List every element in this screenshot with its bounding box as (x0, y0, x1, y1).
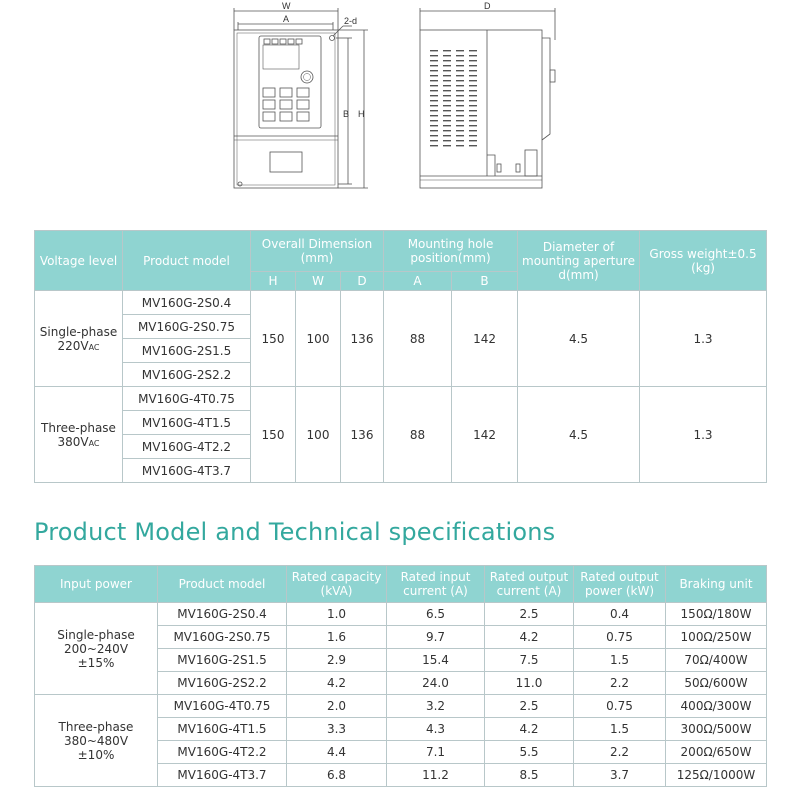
vent-slot (456, 95, 464, 96)
b-cell: 142 (452, 291, 518, 387)
weight-cell: 1.3 (640, 387, 767, 483)
output-current-cell: 8.5 (485, 764, 574, 787)
vent-slot (456, 105, 464, 106)
h-cell: 150 (251, 387, 296, 483)
input-line3: ±10% (77, 747, 115, 762)
output-current-cell: 11.0 (485, 672, 574, 695)
table-row (35, 695, 767, 718)
capacity-cell: 4.2 (287, 672, 387, 695)
vent-slot (443, 50, 451, 51)
voltage-value: 380V (57, 434, 89, 449)
model-cell: MV160G-4T2.2 (123, 435, 251, 459)
dim-w-label: W (282, 1, 291, 11)
vent-slot (430, 115, 438, 116)
output-current-cell: 2.5 (485, 603, 574, 626)
model-cell: MV160G-2S1.5 (123, 339, 251, 363)
vent-slot (469, 85, 477, 86)
model-cell: MV160G-2S1.5 (158, 649, 287, 672)
d-cell: 136 (341, 291, 384, 387)
header-voltage-level: Voltage level (35, 231, 123, 291)
b-cell: 142 (452, 387, 518, 483)
model-cell: MV160G-4T2.2 (158, 741, 287, 764)
model-cell: MV160G-2S2.2 (158, 672, 287, 695)
vent-slot (456, 135, 464, 136)
header-product-model: Product model (123, 231, 251, 291)
vent-slot (456, 145, 464, 146)
input-current-cell: 3.2 (387, 695, 485, 718)
subheader-b: B (452, 272, 518, 291)
vent-slot (443, 70, 451, 71)
vent-slot (456, 140, 464, 141)
model-cell: MV160G-2S0.75 (158, 626, 287, 649)
header-diameter: Diameter of mounting aperture d(mm) (518, 231, 640, 291)
header-rated-capacity: Rated capacity (kVA) (287, 566, 387, 603)
vent-slot (443, 75, 451, 76)
model-cell: MV160G-2S0.75 (123, 315, 251, 339)
braking-cell: 70Ω/400W (666, 649, 767, 672)
capacity-cell: 3.3 (287, 718, 387, 741)
vent-slot (430, 100, 438, 101)
dim-a-label: A (283, 14, 290, 24)
vent-slot (469, 140, 477, 141)
input-line3: ±15% (77, 655, 115, 670)
dim-d-label: D (484, 1, 491, 11)
header-mounting-hole: Mounting hole position(mm) (384, 231, 518, 272)
output-power-cell: 3.7 (574, 764, 666, 787)
vent-slot (469, 50, 477, 51)
vent-slot (430, 90, 438, 91)
w-cell: 100 (296, 387, 341, 483)
model-cell: MV160G-4T1.5 (158, 718, 287, 741)
input-current-cell: 6.5 (387, 603, 485, 626)
subheader-h: H (251, 272, 296, 291)
vent-slot (430, 120, 438, 121)
vent-slot (430, 105, 438, 106)
vent-slot (469, 100, 477, 101)
dimension-drawings (0, 0, 800, 200)
model-cell: MV160G-4T0.75 (123, 387, 251, 411)
braking-cell: 50Ω/600W (666, 672, 767, 695)
vent-slot (456, 90, 464, 91)
vent-slot (443, 145, 451, 146)
capacity-cell: 2.0 (287, 695, 387, 718)
output-power-cell: 2.2 (574, 672, 666, 695)
braking-cell: 400Ω/300W (666, 695, 767, 718)
vent-slot (456, 50, 464, 51)
vent-slot (443, 100, 451, 101)
vent-slot (430, 125, 438, 126)
vent-slot (456, 55, 464, 56)
voltage-unit: AC (88, 342, 100, 352)
model-cell: MV160G-4T0.75 (158, 695, 287, 718)
input-current-cell: 7.1 (387, 741, 485, 764)
vent-slot (443, 105, 451, 106)
table-row (35, 387, 767, 411)
vent-slot (469, 95, 477, 96)
header-product-model: Product model (158, 566, 287, 603)
output-power-cell: 2.2 (574, 741, 666, 764)
vent-slot (430, 50, 438, 51)
input-line1: Single-phase (57, 627, 135, 642)
vent-slot (443, 90, 451, 91)
vent-slot (443, 115, 451, 116)
braking-cell: 200Ω/650W (666, 741, 767, 764)
a-cell: 88 (384, 291, 452, 387)
vent-slot (469, 110, 477, 111)
vent-slot (469, 120, 477, 121)
voltage-main: Single-phase (39, 324, 118, 339)
vent-slot (456, 100, 464, 101)
output-current-cell: 7.5 (485, 649, 574, 672)
capacity-cell: 4.4 (287, 741, 387, 764)
input-line2: 200~240V (63, 641, 129, 656)
capacity-cell: 2.9 (287, 649, 387, 672)
dim-hole-label: 2-d (344, 16, 358, 26)
header-rated-input: Rated input current (A) (387, 566, 485, 603)
vent-slot (443, 95, 451, 96)
vent-slot (456, 85, 464, 86)
voltage-main: Three-phase (41, 420, 116, 435)
vent-slot (443, 120, 451, 121)
model-cell: MV160G-2S0.4 (123, 291, 251, 315)
vent-slot (443, 80, 451, 81)
vent-slot (456, 65, 464, 66)
header-rated-output-power: Rated output power (kW) (574, 566, 666, 603)
side-view-drawing (420, 8, 555, 188)
front-view-drawing (234, 8, 368, 188)
vent-slot (443, 125, 451, 126)
vent-slot (430, 55, 438, 56)
input-current-cell: 11.2 (387, 764, 485, 787)
braking-cell: 100Ω/250W (666, 626, 767, 649)
subheader-d: D (341, 272, 384, 291)
subheader-a: A (384, 272, 452, 291)
vent-slot (430, 130, 438, 131)
vent-slot (456, 110, 464, 111)
vent-slot (443, 130, 451, 131)
input-line2: 380~480V (63, 733, 129, 748)
vent-slot (430, 135, 438, 136)
a-cell: 88 (384, 387, 452, 483)
voltage-unit: AC (88, 438, 100, 448)
vent-slot (469, 135, 477, 136)
vent-slot (469, 65, 477, 66)
header-gross-weight: Gross weight±0.5 (kg) (640, 231, 767, 291)
vent-slot (430, 95, 438, 96)
vent-slot (443, 65, 451, 66)
header-braking-unit: Braking unit (666, 566, 767, 603)
dimension-table (34, 230, 767, 483)
vent-slot (430, 140, 438, 141)
d-cell: 136 (341, 387, 384, 483)
output-power-cell: 0.75 (574, 695, 666, 718)
vent-slot (469, 115, 477, 116)
vent-slot (443, 60, 451, 61)
header-overall-dimension: Overall Dimension (mm) (251, 231, 384, 272)
w-cell: 100 (296, 291, 341, 387)
vent-slot (443, 135, 451, 136)
output-power-cell: 0.75 (574, 626, 666, 649)
vent-slot (430, 70, 438, 71)
vent-slot (469, 145, 477, 146)
diameter-cell: 4.5 (518, 291, 640, 387)
braking-cell: 150Ω/180W (666, 603, 767, 626)
vent-slot (430, 65, 438, 66)
vent-slot (430, 75, 438, 76)
model-cell: MV160G-2S0.4 (158, 603, 287, 626)
output-current-cell: 2.5 (485, 695, 574, 718)
header-rated-output-current: Rated output current (A) (485, 566, 574, 603)
voltage-level-cell (35, 291, 123, 387)
weight-cell: 1.3 (640, 291, 767, 387)
vent-slot (469, 70, 477, 71)
capacity-cell: 1.0 (287, 603, 387, 626)
vent-slot (456, 70, 464, 71)
braking-cell: 300Ω/500W (666, 718, 767, 741)
capacity-cell: 6.8 (287, 764, 387, 787)
vent-slot (469, 125, 477, 126)
vent-slot (443, 110, 451, 111)
vent-slot (430, 110, 438, 111)
h-cell: 150 (251, 291, 296, 387)
input-current-cell: 4.3 (387, 718, 485, 741)
vent-slot (469, 55, 477, 56)
output-current-cell: 5.5 (485, 741, 574, 764)
subheader-w: W (296, 272, 341, 291)
table-row (35, 603, 767, 626)
diameter-cell: 4.5 (518, 387, 640, 483)
model-cell: MV160G-4T1.5 (123, 411, 251, 435)
input-power-cell (35, 603, 158, 695)
vent-slot (469, 105, 477, 106)
output-power-cell: 0.4 (574, 603, 666, 626)
voltage-level-cell (35, 387, 123, 483)
spec-table (34, 565, 767, 787)
output-power-cell: 1.5 (574, 649, 666, 672)
vent-slot (430, 85, 438, 86)
vent-slot (443, 140, 451, 141)
input-power-cell (35, 695, 158, 787)
vent-slot (469, 60, 477, 61)
output-current-cell: 4.2 (485, 626, 574, 649)
section-title: Product Model and Technical specifications (34, 518, 556, 546)
voltage-value: 220V (57, 338, 89, 353)
vent-slot (456, 130, 464, 131)
dim-h-label: H (358, 109, 365, 119)
input-line1: Three-phase (58, 719, 134, 734)
vent-slot (469, 90, 477, 91)
vent-slot (430, 60, 438, 61)
vent-slot (456, 60, 464, 61)
vent-slot (456, 75, 464, 76)
braking-cell: 125Ω/1000W (666, 764, 767, 787)
header-input-power: Input power (35, 566, 158, 603)
model-cell: MV160G-2S2.2 (123, 363, 251, 387)
vent-slot (469, 75, 477, 76)
model-cell: MV160G-4T3.7 (123, 459, 251, 483)
dim-b-label: B (343, 109, 350, 119)
capacity-cell: 1.6 (287, 626, 387, 649)
output-power-cell: 1.5 (574, 718, 666, 741)
vent-slot (469, 130, 477, 131)
vent-slot (430, 80, 438, 81)
table-row (35, 291, 767, 315)
input-current-cell: 24.0 (387, 672, 485, 695)
vent-slot (456, 80, 464, 81)
vent-slot (430, 145, 438, 146)
vent-slot (443, 55, 451, 56)
side-vents (430, 50, 477, 146)
vent-slot (456, 120, 464, 121)
vent-slot (469, 80, 477, 81)
vent-slot (456, 115, 464, 116)
input-current-cell: 9.7 (387, 626, 485, 649)
input-current-cell: 15.4 (387, 649, 485, 672)
vent-slot (443, 85, 451, 86)
model-cell: MV160G-4T3.7 (158, 764, 287, 787)
output-current-cell: 4.2 (485, 718, 574, 741)
vent-slot (456, 125, 464, 126)
